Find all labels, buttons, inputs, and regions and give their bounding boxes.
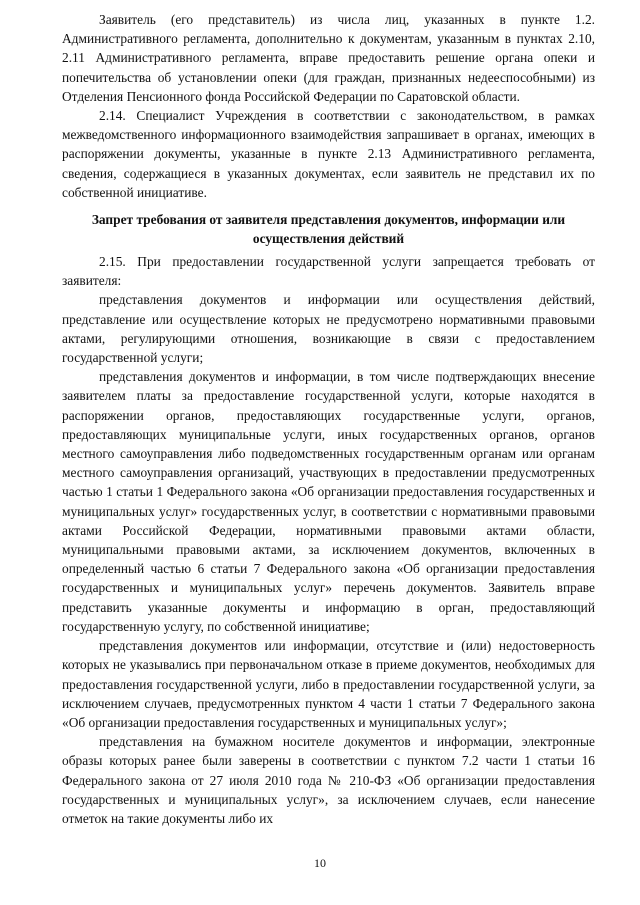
paragraph-2-15: 2.15. При предоставлении государственной услуги запрещается требовать от заявителя:	[62, 254, 595, 289]
paragraph-2-14: 2.14. Специалист Учреждения в соответствии с законодательством, в рамках межведомственного информационного взаимодействия запрашивает в органах, имеющих в распоряжении документы, указанные в пункте 2.13 Административного регламента, сведения, содержащиеся в указанных документах, если заявитель не представил их по собственной инициативе.	[62, 108, 595, 200]
list-item-paper-copies: представления на бумажном носителе документов и информации, электронные образы которых ранее были заверены в соответствии с пунктом 7.2 части 1 статьи 16 Федерального закона от 27 июля 2010 года № 210-ФЗ «Об организации предоставления государственных и муниципальных услуг», за исключением случаев, если нанесение отметок на такие документы либо их	[62, 734, 595, 826]
list-item-documents-info: представления документов и информации, в том числе подтверждающих внесение заявителем платы за предоставление государственной услуги, которые находятся в распоряжении органов, предоставляющих государственные услуги, органов, предоставляющих муниципальные услуги, иных государственных органов, органов местного самоуправления либо подведомственных государственным органам или органам местного самоуправления организаций, участвующих в предоставлении предусмотренных частью 1 статьи 1 Федерального закона «Об организации предоставления государственных и муниципальных услуг» государственных услуг, в соответствии с нормативными правовыми актами Российской Федерации, нормативными правовыми актами области, муниципальными правовыми актами, за исключением документов, включенных в определенный частью 6 статьи 7 Федерального закона «Об организации предоставления государственных и муниципальных услуг» перечень документов. Заявитель вправе представить указанные документы и информацию в орган, предоставляющий государственную услугу, по собственной инициативе;	[62, 369, 595, 634]
section-heading: Запрет требования от заявителя представления документов, информации или осуществления действий	[91, 212, 566, 247]
document-page	[62, 10, 595, 828]
page-number: 10	[314, 856, 326, 870]
list-item-actions: представления документов и информации или осуществления действий, представление или осуществление которых не предусмотрено нормативными правовыми актами, регулирующими отношения, возникающие в связи с предоставлением государственной услуги;	[62, 292, 595, 366]
paragraph-applicant-documents: Заявитель (его представитель) из числа лиц, указанных в пункте 1.2. Административного регламента, дополнительно к документам, указанным в пунктах 2.10, 2.11 Административного регламента, вправе предоставить решение органа опеки и попечительства об установлении опеки (для граждан, признанных недееспособными) из Отделения Пенсионного фонда Российской Федерации по Саратовской области.	[62, 12, 595, 104]
list-item-missing-info: представления документов или информации, отсутствие и (или) недостоверность которых не указывались при первоначальном отказе в приеме документов, необходимых для предоставления государственной услуги, либо в предоставлении государственной услуги, за исключением случаев, предусмотренных пунктом 4 части 1 статьи 7 Федерального закона «Об организации предоставления государственных и муниципальных услуг»;	[62, 638, 595, 730]
